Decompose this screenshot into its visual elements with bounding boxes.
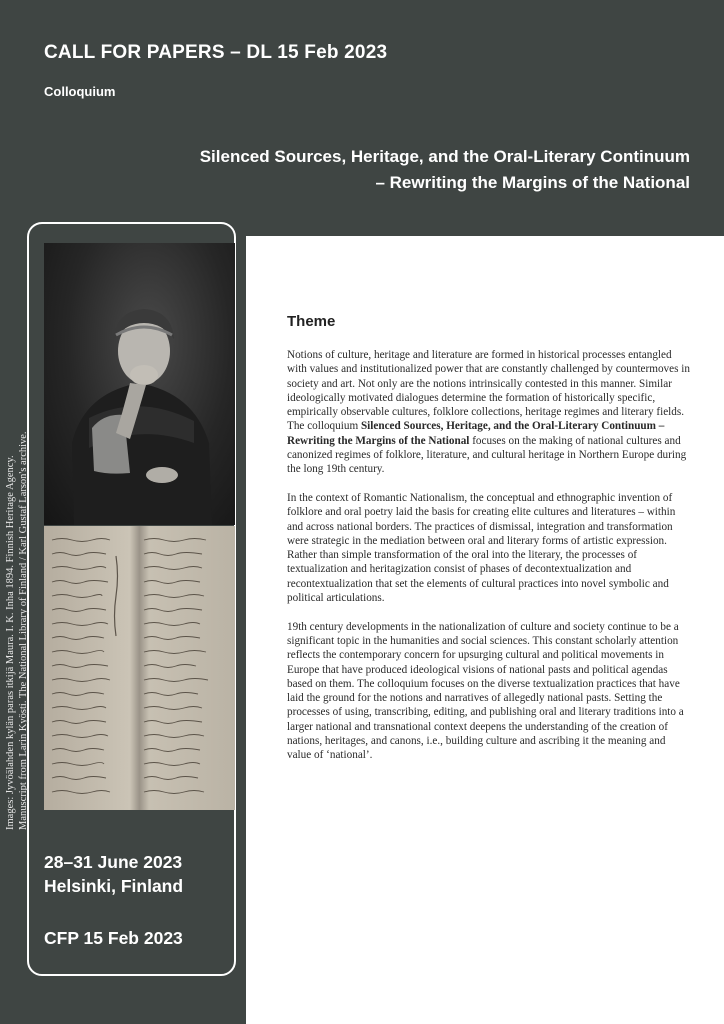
cfp-title: CALL FOR PAPERS – DL 15 Feb 2023 (44, 42, 388, 63)
credit-line-1: Images: Jyvöälahden kylän paras itkijä Maura. I. K. Inha 1894. Finnish Heritage Agency. (5, 455, 16, 830)
colloquium-title (50, 144, 690, 196)
event-type: Colloquium (44, 84, 116, 99)
theme-heading: Theme (287, 313, 336, 330)
portrait-illustration (44, 243, 235, 525)
title-line-2: – Rewriting the Margins of the National (375, 173, 690, 192)
title-line-1: Silenced Sources, Heritage, and the Oral-Literary Continuum (199, 147, 690, 166)
p1-text-start: Notions of culture, heritage and literature are formed in historical processes entangled with values and institutionalized power that are constantly challenged by countermoves in society and art. Not only are the notions intrinsically contested in this manner. Similar ideologically motivated dialogues determine the formation of historically specific, empirically observable cultures, folklore collections, heritage regimes and literary fields. The colloquium (287, 349, 690, 433)
cfp-deadline: CFP 15 Feb 2023 (44, 928, 183, 948)
p1-colloquium-name: Silenced Sources, Heritage, and the Oral-Literary Continuum – Rewriting the Margins of the National (287, 420, 665, 447)
portrait-photo (44, 243, 235, 525)
theme-paragraph-3: 19th century developments in the nationalization of culture and society continue to be a significant topic in the humanities and social sciences. This constant scholarly attention reflects the contemporary concern for upsurging cultural and political movements in Europe that have produced ideological visions of national pasts and political agendas based on them. The colloquium focuses on the diverse textualization practices that have laid the ground for the notions and narratives of allegedly national pasts. Setting the processes of using, transcribing, editing, and publishing oral and literary traditions into a larger national and transnational context deepens the understanding of the creation of nations, heritages, and canons, i.e., building culture and ascribing it the meaning and value of ‘national’. (287, 620, 684, 762)
event-dates: 28–31 June 2023 (44, 852, 183, 872)
p1-text-end: focuses on the making of national cultures and canonized regimes of folklore, literature, and cultural heritage in Northern Europe during the long 19th century. (287, 434, 687, 476)
image-credit (4, 310, 30, 830)
theme-body (287, 348, 690, 777)
manuscript-illustration (44, 526, 235, 810)
event-location: Helsinki, Finland (44, 876, 184, 896)
event-info (44, 850, 183, 898)
manuscript-image (44, 526, 235, 810)
theme-paragraph-1 (287, 348, 690, 477)
credit-line-2: Manuscript from Larin Kyösti. The National Library of Finland / Karl Gustaf Larson's archive. (18, 431, 29, 830)
theme-paragraph-2: In the context of Romantic Nationalism, the conceptual and ethnographic invention of folklore and oral poetry laid the basis for creating elite cultures and literatures – within and across national borders. The practices of dismissal, integration and transformation were strategic in the mediation between oral and literary forms of artistic expression. Rather than simple transformation of the oral into the literary, the processes of textualization and heritagization consist of phases of decontextualization and recontextualization that set the elements of cultural practices into novel symbolic and political articulations. (287, 491, 676, 605)
header-panel (0, 0, 724, 236)
